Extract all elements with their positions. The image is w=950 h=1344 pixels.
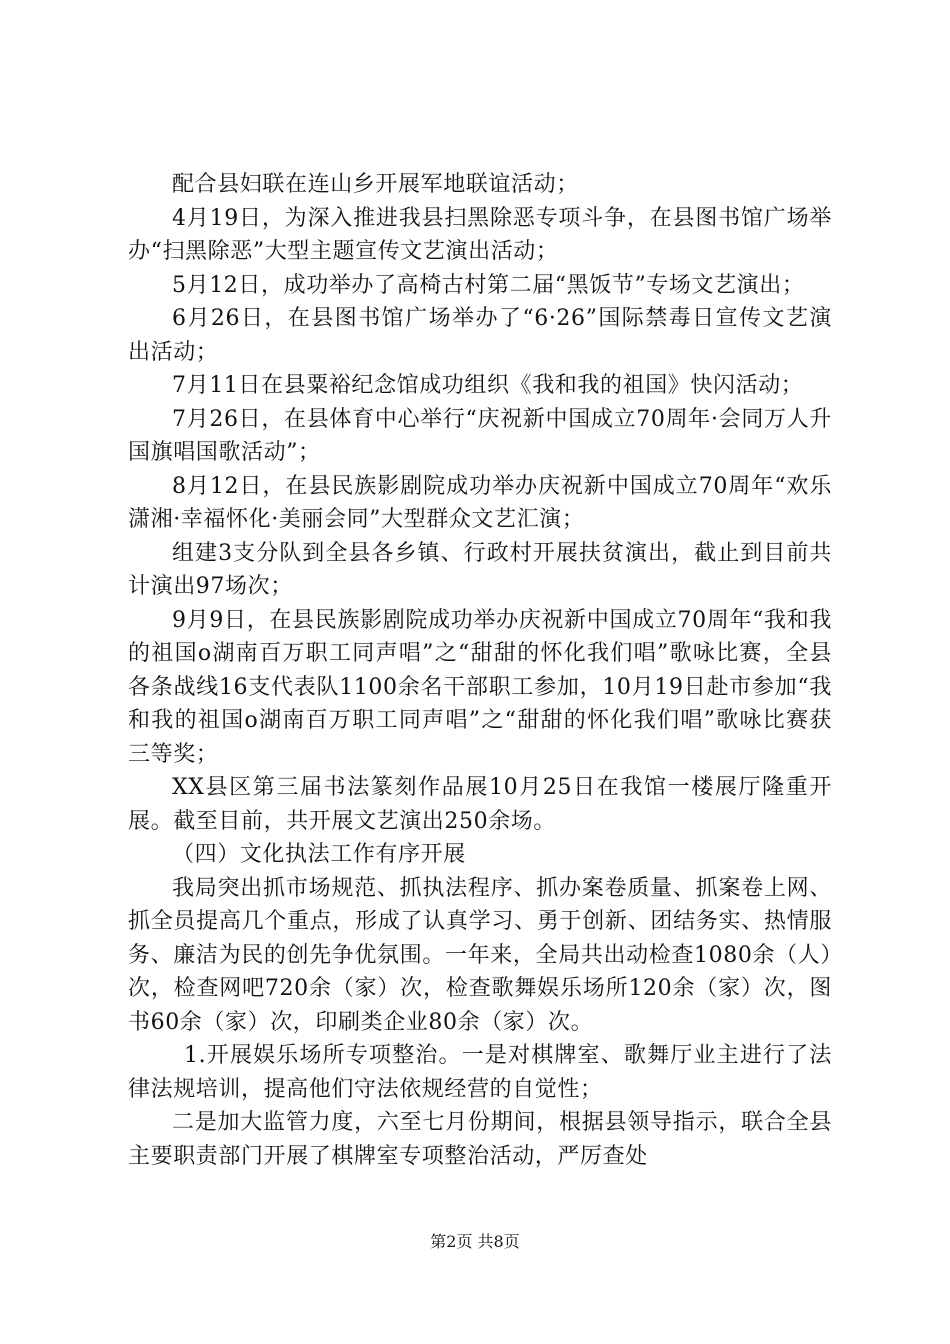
paragraph-august-12: 8月12日，在县民族影剧院成功举办庆祝新中国成立70周年“欢乐潇湘·幸福怀化·美丽会同”大型群众文艺汇演； <box>128 473 832 532</box>
paragraph-calligraphy-exhibition: XX县区第三届书法篆刻作品展10月25日在我馆一楼展厅隆重开展。截至目前，共开展文艺演出250余场。 <box>128 775 832 834</box>
page-footer: 第2页 共8页 <box>430 1232 520 1251</box>
paragraph-poverty-performances: 组建3支分队到全县各乡镇、行政村开展扶贫演出，截止到目前共计演出97场次； <box>128 540 832 599</box>
document-body <box>128 168 832 1173</box>
paragraph-september-9: 9月9日，在县民族影剧院成功举办庆祝新中国成立70周年“我和我的祖国o湖南百万职工同声唱”之“甜甜的怀化我们唱”歌咏比赛，全县各条战线16支代表队1100余名干部职工参加，10月19日赴市参加“我和我的祖国o湖南百万职工同声唱”之“甜甜的怀化我们唱”歌咏比赛获三等奖； <box>128 607 832 767</box>
paragraph-item-1: 1.开展娱乐场所专项整治。一是对棋牌室、歌舞厅业主进行了法律法规培训，提高他们守法依规经营的自觉性； <box>128 1043 832 1102</box>
paragraph-may-12: 5月12日，成功举办了高椅古村第二届“黑饭节”专场文艺演出； <box>172 272 805 298</box>
paragraph-enforcement-summary: 我局突出抓市场规范、抓执法程序、抓办案卷质量、抓案卷上网、抓全员提高几个重点，形成了认真学习、勇于创新、团结务实、热情服务、廉洁为民的创先争优氛围。一年来，全局共出动检查1080余（人）次，检查网吧720余（家）次，检查歌舞娱乐场所120余（家）次，图书60余（家）次，印刷类企业80余（家）次。 <box>128 875 832 1035</box>
paragraph-item-2: 二是加大监管力度，六至七月份期间，根据县领导指示，联合全县主要职责部门开展了棋牌室专项整治活动，严厉查处 <box>128 1110 832 1169</box>
paragraph-june-26: 6月26日，在县图书馆广场举办了“6·26”国际禁毒日宣传文艺演出活动； <box>128 306 832 365</box>
paragraph-military-civilian-event: 配合县妇联在连山乡开展军地联谊活动； <box>172 172 579 197</box>
section-heading-cultural-law-enforcement: （四）文化执法工作有序开展 <box>172 842 466 867</box>
paragraph-july-26: 7月26日，在县体育中心举行“庆祝新中国成立70周年·会同万人升国旗唱国歌活动”； <box>128 406 832 465</box>
paragraph-july-11: 7月11日在县粟裕纪念馆成功组织《我和我的祖国》快闪活动； <box>172 373 804 398</box>
paragraph-april-19: 4月19日，为深入推进我县扫黑除恶专项斗争，在县图书馆广场举办“扫黑除恶”大型主题宣传文艺演出活动； <box>128 205 832 264</box>
